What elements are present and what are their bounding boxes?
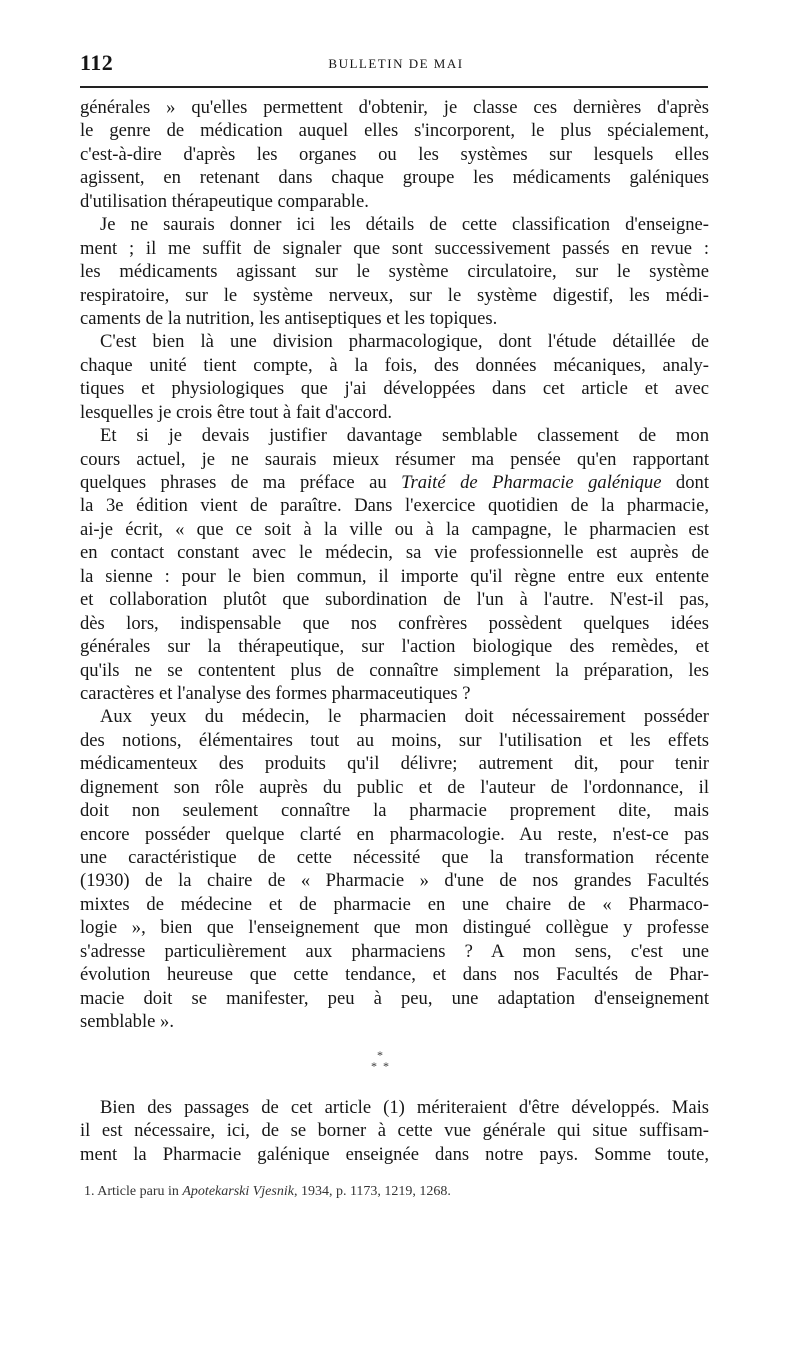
text-line: les médicaments agissant sur le système circulatoire, sur le système [80, 261, 709, 283]
text-line: doit non seulement connaître la pharmacie proprement dite, mais [80, 800, 709, 822]
text-line: mixtes de médecine et de pharmacie en une chaire de « Pharmaco- [80, 893, 709, 915]
text-line: évolution heureuse que cette tendance, et dans nos Facultés de Phar- [80, 964, 709, 986]
text-line: la sienne : pour le bien commun, il importe qu'il règne entre eux entente [80, 565, 709, 587]
text-line: C'est bien là une division pharmacologique, dont l'étude détaillée de [100, 331, 709, 353]
text-line: ment ; il me suffit de signaler que sont successivement passés en revue : [80, 237, 709, 259]
asterism-bottom-stars: * * [371, 1059, 389, 1073]
paragraph [80, 213, 709, 330]
footnote-text-before: Article paru in [97, 1184, 179, 1199]
asterism [360, 1050, 400, 1084]
text-line: Et si je devais justifier davantage semblable classement de mon [100, 425, 709, 447]
text-line: Aux yeux du médecin, le pharmacien doit nécessairement posséder [100, 706, 709, 728]
footnote-text-after: , 1934, p. 1173, 1219, 1268. [293, 1184, 451, 1199]
running-head: BULLETIN DE MAI [328, 56, 464, 71]
text-line: qu'ils ne se contentent plus de connaître simplement la préparation, les [80, 659, 709, 681]
header-rule [80, 86, 708, 88]
text-line: c'est-à-dire d'après les organes ou les systèmes sur lesquels elles [80, 143, 709, 165]
text-line: caments de la nutrition, les antiseptiques et les topiques. [80, 307, 498, 329]
text-line: ai-je écrit, « que ce soit à la ville ou à la campagne, le pharmacien est [80, 518, 709, 540]
text-line: (1930) de la chaire de « Pharmacie » d'une de nos grandes Facultés [80, 870, 709, 892]
text-line: agissent, en retenant dans chaque groupe les médicaments galéniques [80, 167, 709, 189]
text-line: dignement son rôle auprès du public et de l'auteur de l'ordonnance, il [80, 776, 709, 798]
text-line: encore posséder quelque clarté en pharmacologie. Au reste, n'est-ce pas [80, 823, 709, 845]
text-line: Je ne saurais donner ici les détails de cette classification d'enseigne- [100, 214, 709, 236]
paragraph [80, 96, 709, 213]
asterism-top-star: * [377, 1048, 383, 1062]
text-line: générales » qu'elles permettent d'obtenir, je classe ces dernières d'après [80, 97, 709, 118]
text-line: quelques phrases de ma préface au Traité de Pharmacie galénique dont [80, 472, 709, 493]
footnote-marker: 1. [84, 1184, 95, 1199]
paragraph [80, 424, 709, 705]
text-line: en contact constant avec le médecin, sa vie professionnelle est auprès de [80, 542, 709, 564]
text-line: il est nécessaire, ici, de se borner à cette vue générale qui situe suffisam- [80, 1120, 709, 1142]
text-line: et collaboration plutôt que subordination de l'un à l'autre. N'est-il pas, [80, 589, 709, 611]
text-line: logie », bien que l'enseignement que mon distingué collègue y professe [80, 917, 709, 939]
book-title: Traité de Pharmacie galénique [401, 472, 662, 493]
page-number: 112 [80, 50, 114, 75]
closing-paragraph [80, 1096, 709, 1166]
text-line: semblable ». [80, 1011, 174, 1033]
text-line: d'utilisation thérapeutique comparable. [80, 190, 369, 212]
text-line: caractères et l'analyse des formes pharmaceutiques ? [80, 682, 471, 704]
text-line: des notions, élémentaires tout au moins, sur l'utilisation et les effets [80, 729, 709, 751]
text-line: le genre de médication auquel elles s'incorporent, le plus spécialement, [80, 120, 709, 142]
text-line: Bien des passages de cet article (1) mériteraient d'être développés. Mais [100, 1097, 709, 1118]
text-line: générales sur la thérapeutique, sur l'action biologique des remèdes, et [80, 636, 709, 658]
page-header [80, 50, 712, 84]
text-line: dès lors, indispensable que nos confrères possèdent quelques idées [80, 612, 709, 634]
text-line: médicamenteux des produits qu'il délivre; autrement dit, pour tenir [80, 753, 709, 775]
text-line: s'adresse particulièrement aux pharmaciens ? A mon sens, c'est une [80, 940, 709, 962]
text-line: macie doit se manifester, peu à peu, une adaptation d'enseignement [80, 987, 709, 1009]
footnote-journal: Apotekarski Vjesnik [182, 1184, 294, 1199]
paragraph [80, 330, 709, 424]
paragraph [80, 705, 709, 1033]
text-line: chaque unité tient compte, à la fois, des données mécaniques, analy- [80, 354, 709, 376]
text-line: cours actuel, je ne saurais mieux résumer ma pensée qu'en rapportant [80, 448, 709, 470]
text-line: la 3e édition vient de paraître. Dans l'exercice quotidien de la pharmacie, [80, 495, 709, 517]
text-line: ment la Pharmacie galénique enseignée dans notre pays. Somme toute, [80, 1143, 709, 1165]
text-line: une caractéristique de cette nécessité que la transformation récente [80, 847, 709, 868]
article-body [80, 96, 709, 1034]
text-line: respiratoire, sur le système nerveux, sur le système digestif, les médi- [80, 284, 709, 306]
text-line: lesquelles je crois être tout à fait d'accord. [80, 401, 393, 423]
text-line: tiques et physiologiques que j'ai développées dans cet article et avec [80, 378, 709, 400]
footnote [84, 1183, 724, 1201]
